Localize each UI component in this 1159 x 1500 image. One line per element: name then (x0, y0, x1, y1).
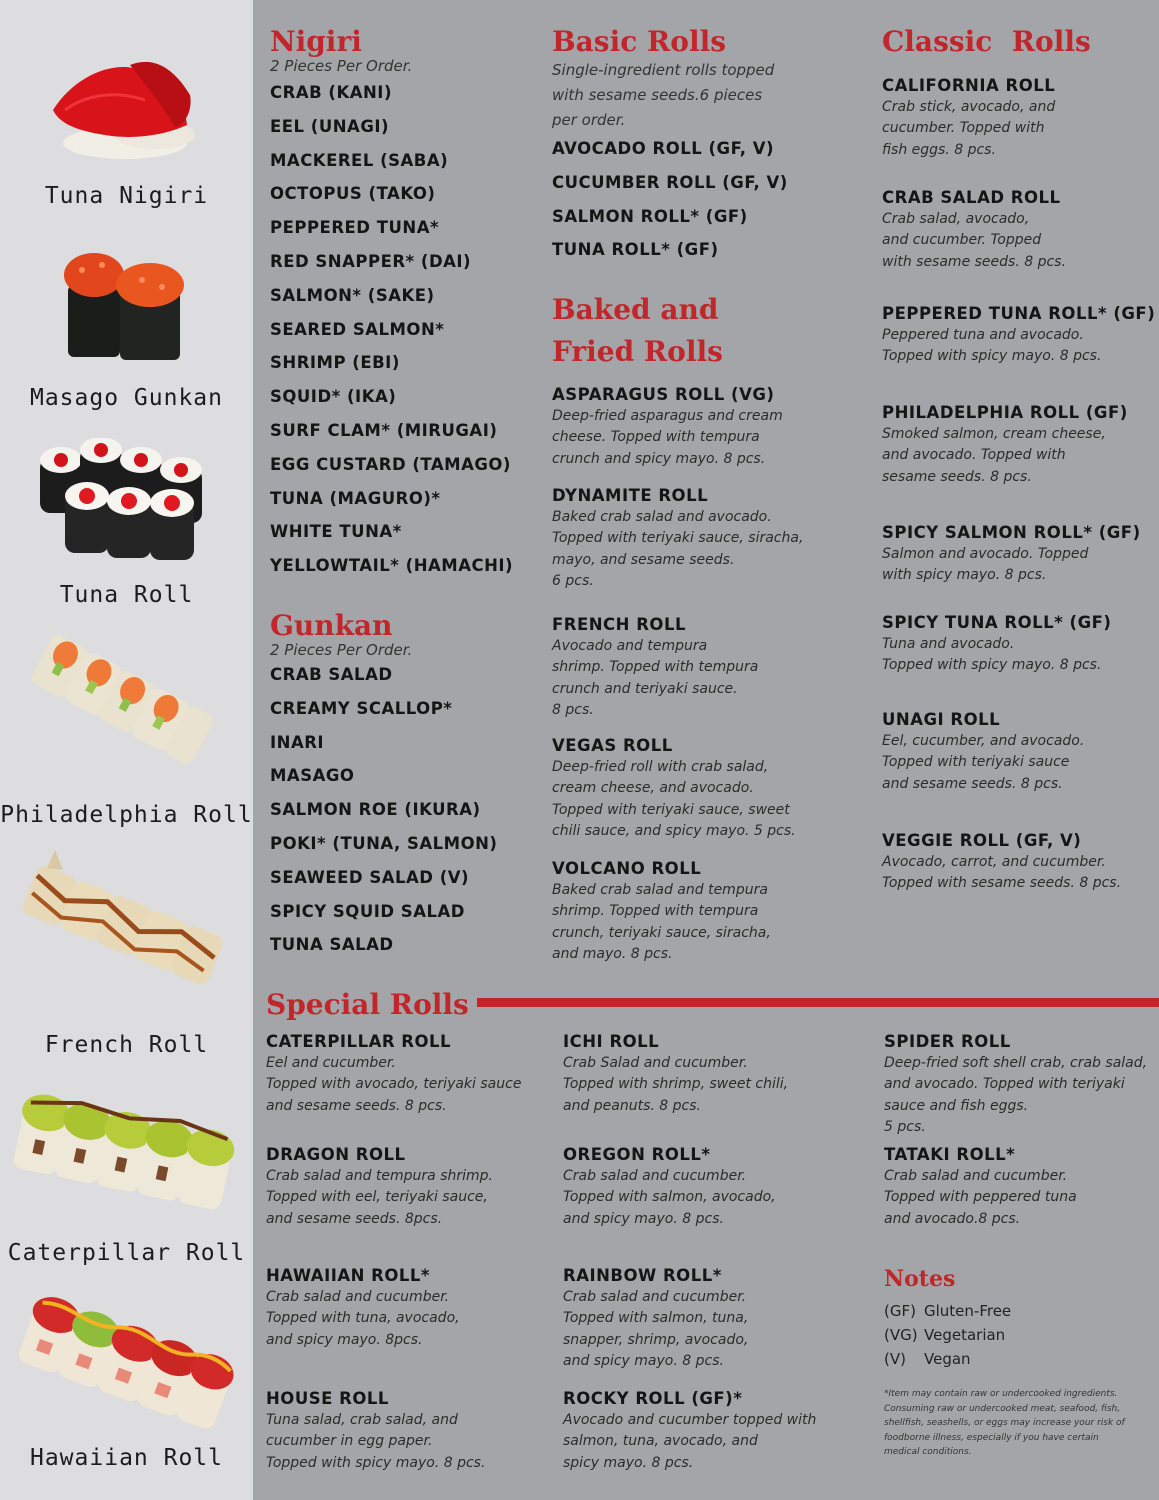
roll-description: cheese. Topped with tempura (552, 429, 760, 446)
roll-entry (266, 1265, 460, 1351)
roll-description: Crab salad and cucumber. (563, 1289, 747, 1305)
roll-description: and peanuts. 8 pcs. (563, 1097, 701, 1114)
sidebar-item-caterpillar-roll (0, 1070, 253, 1285)
section-title: Classic Rolls (882, 25, 1091, 58)
photo-sidebar (0, 0, 253, 1500)
roll-description: Tuna salad, crab salad, and (266, 1412, 458, 1428)
menu-item: SQUID* (IKA) (270, 387, 397, 407)
roll-name: HOUSE ROLL (266, 1389, 389, 1408)
tuna-roll-photo (35, 438, 207, 568)
roll-description: Topped with avocado, teriyaki sauce (266, 1076, 522, 1093)
sidebar-label: Tuna Roll (59, 582, 194, 608)
nigiri-list (270, 76, 540, 583)
roll-entry (882, 709, 1084, 795)
roll-name: PHILADELPHIA ROLL (GF) (882, 403, 1128, 422)
roll-description: Salmon and avocado. Topped (882, 546, 1089, 562)
roll-entry (552, 485, 803, 593)
menu-item: PEPPERED TUNA* (270, 218, 440, 238)
roll-entry (563, 1031, 788, 1117)
menu-item: TUNA (MAGURO)* (270, 488, 441, 508)
note-item: (GF) Gluten-Free (884, 1302, 1012, 1320)
section-title: Gunkan (270, 609, 393, 642)
menu-item: SPICY SQUID SALAD (270, 901, 465, 921)
roll-description: crunch and teriyaki sauce. (552, 680, 738, 697)
roll-description: and sesame seeds. 8pcs. (266, 1210, 443, 1227)
sidebar-item-tuna-nigiri (0, 0, 253, 225)
roll-name: DRAGON ROLL (266, 1145, 406, 1164)
notes-list (884, 1299, 1149, 1371)
roll-description: Topped with spicy mayo. 8 pcs. (882, 348, 1102, 365)
hawaiian-roll-photo (18, 1290, 236, 1430)
sidebar-item-hawaiian-roll (0, 1285, 253, 1500)
roll-entry (552, 858, 771, 966)
roll-name: SPICY SALMON ROLL* (GF) (882, 523, 1141, 542)
roll-name: VEGAS ROLL (552, 736, 673, 755)
roll-description: Eel and cucumber. (266, 1055, 396, 1071)
roll-description: mayo, and sesame seeds. (552, 551, 735, 568)
roll-description: Crab salad and cucumber. (266, 1289, 450, 1305)
roll-description: Topped with sesame seeds. 8 pcs. (882, 875, 1122, 892)
menu-item: SHRIMP (EBI) (270, 353, 400, 373)
roll-description: Topped with shrimp, sweet chili, (563, 1076, 789, 1093)
roll-name: RAINBOW ROLL* (563, 1266, 722, 1285)
roll-description: Peppered tuna and avocado. (882, 327, 1084, 343)
roll-description: Avocado, carrot, and cucumber. (882, 854, 1106, 870)
roll-description: and spicy mayo. 8 pcs. (563, 1353, 724, 1370)
philadelphia-roll-photo (22, 625, 217, 770)
roll-description: shrimp. Topped with tempura (552, 659, 759, 676)
roll-name: CRAB SALAD ROLL (882, 188, 1061, 207)
roll-description: Baked crab salad and tempura (552, 882, 768, 898)
roll-name: CATERPILLAR ROLL (266, 1032, 452, 1051)
roll-description: chili sauce, and spicy mayo. 5 pcs. (552, 823, 796, 840)
disclaimer: *Item may contain raw or undercooked ingredients. Consuming raw or undercooked meat, seafood, fish, shellfish, seashells, or eggs may increase your risk of foodborne illness, especially if you have certain medical conditions. (884, 1389, 1125, 1457)
menu-item: SEAWEED SALAD (V) (270, 867, 470, 887)
roll-description: Topped with tuna, avocado, (266, 1310, 460, 1327)
roll-description: Smoked salmon, cream cheese, (882, 426, 1106, 442)
gunkan-list (270, 658, 540, 962)
roll-entry (552, 614, 758, 722)
basic-rolls-section (552, 22, 852, 267)
roll-description: Topped with salmon, avocado, (563, 1189, 776, 1206)
roll-entry (266, 1031, 521, 1117)
roll-description: crunch and spicy mayo. 8 pcs. (552, 450, 766, 467)
roll-name: VOLCANO ROLL (552, 859, 702, 878)
menu-item: CRAB (KANI) (270, 83, 392, 102)
menu-item: TUNA ROLL* (GF) (552, 240, 719, 260)
roll-description: snapper, shrimp, avocado, (563, 1331, 749, 1348)
roll-description: cream cheese, and avocado. (552, 780, 754, 797)
roll-description: Deep-fried soft shell crab, crab salad, (884, 1055, 1148, 1071)
roll-description: Eel, cucumber, and avocado. (882, 733, 1085, 749)
roll-description: and avocado. Topped with teriyaki (884, 1076, 1125, 1093)
roll-description: spicy mayo. 8 pcs. (563, 1454, 694, 1471)
roll-description: 6 pcs. (552, 573, 594, 590)
section-title: Nigiri (270, 25, 362, 58)
menu-item: EEL (UNAGI) (270, 116, 390, 136)
gunkan-section (270, 606, 540, 962)
sidebar-label: French Roll (44, 1032, 209, 1058)
roll-description: Crab stick, avocado, and (882, 99, 1056, 115)
roll-description: Avocado and tempura (552, 638, 708, 654)
roll-description: Crab salad, avocado, (882, 211, 1030, 227)
roll-name: SPIDER ROLL (884, 1032, 1011, 1051)
section-subtitle: 2 Pieces Per Order. (270, 641, 413, 659)
note-item: (V) Vegan (884, 1350, 971, 1368)
section-title: Basic Rolls (552, 25, 726, 58)
roll-entry (882, 303, 1155, 368)
nigiri-section (270, 22, 540, 583)
baked-fried-section (552, 290, 852, 372)
roll-entry (884, 1144, 1077, 1230)
roll-entry (552, 384, 783, 470)
section-title: Notes (884, 1266, 956, 1292)
caterpillar-roll-photo (12, 1088, 237, 1223)
roll-name: HAWAIIAN ROLL* (266, 1266, 431, 1285)
roll-name: VEGGIE ROLL (GF, V) (882, 831, 1082, 850)
roll-description: Baked crab salad and avocado. (552, 509, 772, 525)
menu-item: CUCUMBER ROLL (GF, V) (552, 172, 788, 192)
roll-description: fish eggs. 8 pcs. (882, 141, 996, 158)
section-subtitle: 2 Pieces Per Order. (270, 57, 413, 75)
roll-entry (884, 1031, 1147, 1139)
roll-entry (882, 612, 1111, 677)
roll-entry (552, 735, 796, 843)
sidebar-item-french-roll (0, 840, 253, 1070)
roll-description: Topped with teriyaki sauce (882, 754, 1070, 771)
sidebar-label: Philadelphia Roll (0, 802, 253, 828)
roll-entry (882, 187, 1066, 273)
menu-item: OCTOPUS (TAKO) (270, 184, 436, 204)
roll-description: Crab salad and cucumber. (563, 1168, 747, 1184)
menu-item: TUNA SALAD (270, 935, 394, 955)
roll-description: Topped with eel, teriyaki sauce, (266, 1189, 488, 1206)
roll-entry (882, 75, 1055, 161)
notes-section (884, 1263, 1149, 1460)
menu-item: SALMON* (SAKE) (270, 285, 435, 305)
roll-name: PEPPERED TUNA ROLL* (GF) (882, 304, 1156, 323)
sidebar-label: Caterpillar Roll (7, 1240, 246, 1266)
tuna-nigiri-photo (45, 55, 195, 165)
roll-name: FRENCH ROLL (552, 615, 686, 634)
menu-item: EGG CUSTARD (TAMAGO) (270, 454, 511, 474)
menu-item: INARI (270, 732, 325, 752)
menu-item: SURF CLAM* (MIRUGAI) (270, 420, 498, 440)
roll-description: Crab salad and cucumber. (884, 1168, 1068, 1184)
sidebar-item-masago-gunkan (0, 225, 253, 430)
roll-entry (563, 1265, 748, 1373)
roll-description: 5 pcs. (884, 1119, 926, 1136)
roll-description: and sesame seeds. 8 pcs. (882, 775, 1063, 792)
roll-description: and cucumber. Topped (882, 232, 1042, 249)
roll-entry (563, 1144, 776, 1230)
roll-description: Avocado and cucumber topped with (563, 1412, 817, 1428)
menu-item: SALMON ROLL* (GF) (552, 206, 748, 226)
section-divider (477, 998, 1159, 1007)
roll-description: Topped with teriyaki sauce, sweet (552, 801, 790, 818)
roll-entry (266, 1144, 493, 1230)
roll-description: with sesame seeds. 8 pcs. (882, 253, 1066, 270)
roll-name: ICHI ROLL (563, 1032, 660, 1051)
roll-description: and spicy mayo. 8 pcs. (563, 1210, 724, 1227)
roll-description: Deep-fried asparagus and cream (552, 408, 783, 424)
roll-entry (882, 830, 1121, 895)
roll-entry (266, 1388, 485, 1474)
roll-description: and mayo. 8 pcs. (552, 946, 673, 963)
masago-gunkan-photo (62, 245, 192, 365)
roll-description: sesame seeds. 8 pcs. (882, 468, 1032, 485)
roll-description: cucumber. Topped with (882, 120, 1045, 137)
roll-name: SPICY TUNA ROLL* (GF) (882, 613, 1112, 632)
menu-item: AVOCADO ROLL (GF, V) (552, 139, 775, 158)
roll-description: shrimp. Topped with tempura (552, 903, 759, 920)
french-roll-photo (15, 850, 235, 1000)
section-title: Baked and Fried Rolls (552, 293, 723, 368)
roll-description: Topped with spicy mayo. 8 pcs. (882, 657, 1102, 674)
roll-description: Tuna and avocado. (882, 636, 1015, 652)
menu-item: MACKEREL (SABA) (270, 150, 449, 170)
roll-description: Topped with teriyaki sauce, siracha, (552, 530, 804, 547)
roll-description: sauce and fish eggs. (884, 1097, 1029, 1114)
roll-description: Topped with salmon, tuna, (563, 1310, 749, 1327)
roll-entry (882, 402, 1128, 488)
roll-description: cucumber in egg paper. (266, 1433, 433, 1450)
roll-description: Crab salad and tempura shrimp. (266, 1168, 493, 1184)
menu-item: CREAMY SCALLOP* (270, 698, 453, 718)
roll-name: ASPARAGUS ROLL (VG) (552, 385, 775, 404)
menu-item: SEARED SALMON* (270, 319, 445, 339)
roll-name: DYNAMITE ROLL (552, 486, 709, 505)
sidebar-label: Tuna Nigiri (44, 183, 209, 209)
roll-description: Deep-fried roll with crab salad, (552, 759, 769, 775)
roll-entry (563, 1388, 816, 1474)
roll-name: TATAKI ROLL* (884, 1145, 1016, 1164)
roll-description: and avocado.8 pcs. (884, 1210, 1021, 1227)
menu-item: WHITE TUNA* (270, 522, 402, 542)
menu-item: YELLOWTAIL* (HAMACHI) (270, 556, 514, 576)
section-subtitle: Single-ingredient rolls topped with sesame seeds.6 pieces per order. (552, 61, 775, 129)
sidebar-label: Masago Gunkan (29, 385, 223, 411)
roll-description: Topped with peppered tuna (884, 1189, 1077, 1206)
roll-description: and spicy mayo. 8pcs. (266, 1331, 423, 1348)
sidebar-item-philadelphia-roll (0, 620, 253, 840)
roll-description: and sesame seeds. 8 pcs. (266, 1097, 447, 1114)
menu-item: SALMON ROE (IKURA) (270, 800, 481, 820)
roll-name: UNAGI ROLL (882, 710, 1001, 729)
roll-description: 8 pcs. (552, 702, 594, 719)
roll-description: Topped with spicy mayo. 8 pcs. (266, 1454, 486, 1471)
roll-entry (882, 522, 1141, 587)
roll-name: OREGON ROLL* (563, 1145, 711, 1164)
menu-item: POKI* (TUNA, SALMON) (270, 833, 498, 853)
sidebar-label: Hawaiian Roll (29, 1445, 223, 1471)
note-item: (VG) Vegetarian (884, 1326, 1006, 1344)
menu-item: RED SNAPPER* (DAI) (270, 251, 472, 271)
roll-description: crunch, teriyaki sauce, siracha, (552, 924, 771, 941)
roll-description: Crab Salad and cucumber. (563, 1055, 748, 1071)
basic-rolls-list (552, 132, 852, 267)
menu-item: MASAGO (270, 766, 355, 786)
menu-item: CRAB SALAD (270, 665, 393, 684)
special-rolls-title: Special Rolls (266, 988, 469, 1021)
classic-rolls-section (882, 22, 1152, 62)
roll-description: with spicy mayo. 8 pcs. (882, 567, 1047, 584)
roll-name: CALIFORNIA ROLL (882, 76, 1056, 95)
roll-description: salmon, tuna, avocado, and (563, 1433, 758, 1450)
roll-name: ROCKY ROLL (GF)* (563, 1389, 743, 1408)
roll-description: and avocado. Topped with (882, 447, 1066, 464)
sidebar-item-tuna-roll (0, 430, 253, 620)
